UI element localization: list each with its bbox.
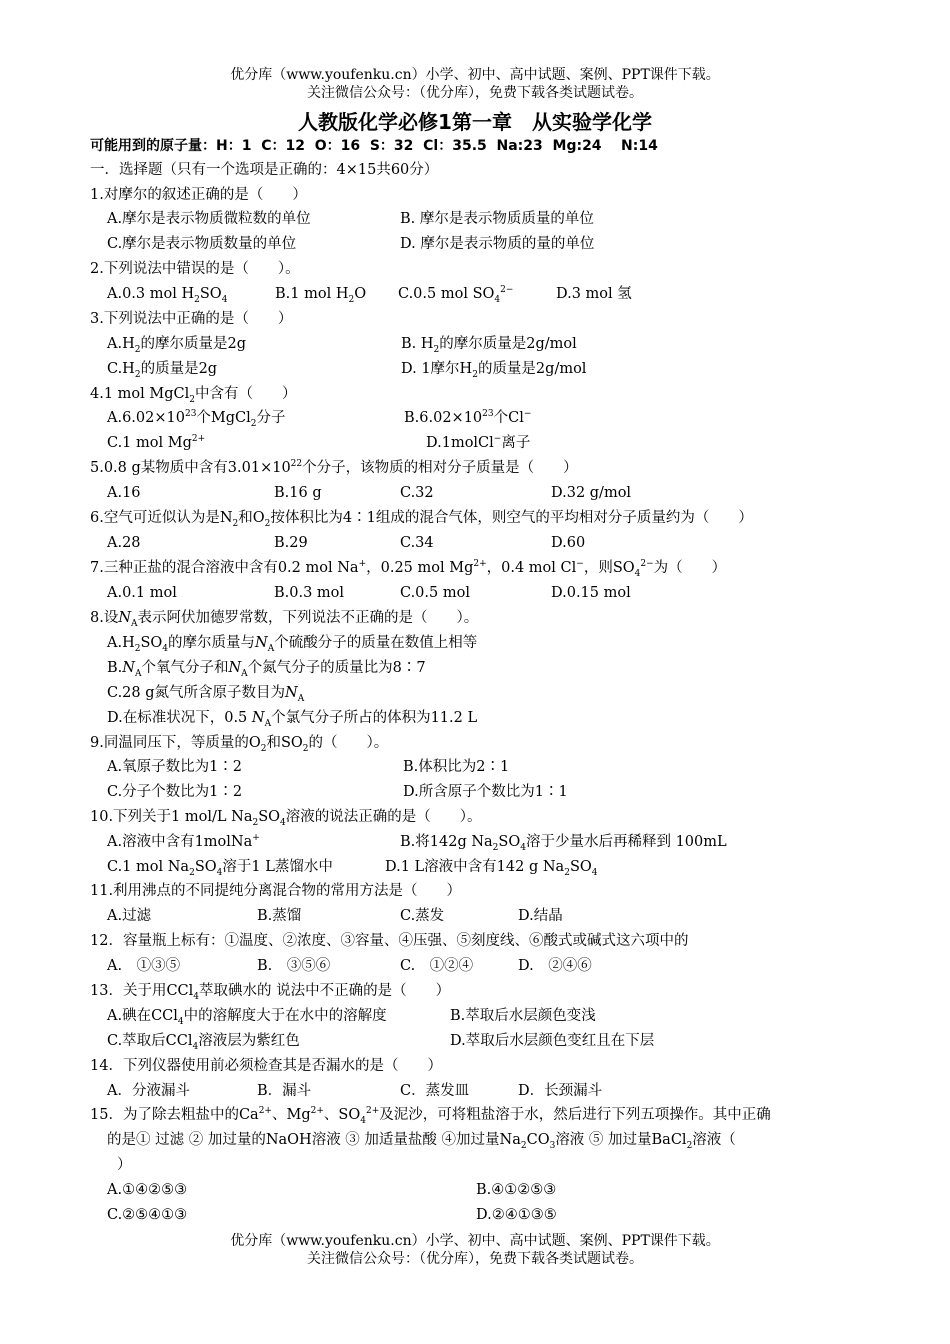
question-14-stem: 14．下列仪器使用前必须检查其是否漏水的是（ ） — [90, 1058, 442, 1074]
page-title: 人教版化学必修1第一章 从实验学化学 — [298, 110, 652, 134]
q9-option-b: B.体积比为2∶1 — [403, 759, 510, 775]
question-11-stem: 11.利用沸点的不同提纯分离混合物的常用方法是（ ） — [90, 883, 462, 899]
q1-option-d: D. 摩尔是表示物质的量的单位 — [400, 236, 595, 252]
q7-option-c: C.0.5 mol — [400, 585, 470, 601]
q5-option-a: A.16 — [107, 485, 141, 501]
header-line-2: 关注微信公众号：（优分库），免费下载各类试题试卷。 — [307, 85, 643, 101]
q14-option-d: D．长颈漏斗 — [518, 1083, 603, 1099]
question-15-stem-line-2: 的是① 过滤 ② 加过量的NaOH溶液 ③ 加适量盐酸 ④加过量$Na_2CO_3$溶液 ⑤ 加过量BaCl$_2$溶液（ — [107, 1132, 736, 1151]
q2-option-d: D.3 mol 氢 — [556, 286, 632, 302]
question-1-stem: 1.对摩尔的叙述正确的是（ ） — [90, 187, 307, 203]
q12-option-b: B. ③⑤⑥ — [257, 958, 331, 974]
question-8-stem: 8.设$N_A$表示阿伏加德罗常数，下列说法不正确的是（ ）。 — [90, 610, 479, 629]
header-line-1: 优分库（www.youfenku.cn）小学、初中、高中试题、案例、PPT课件下载。 — [230, 67, 720, 83]
q9-option-c: C.分子个数比为1∶2 — [107, 784, 243, 800]
q12-option-a: A. ①③⑤ — [107, 958, 181, 974]
q15-option-a: A.①④②⑤③ — [107, 1182, 188, 1198]
q13-option-b: B.萃取后水层颜色变浅 — [450, 1008, 596, 1024]
footer-line-2: 关注微信公众号：（优分库），免费下载各类试题试卷。 — [307, 1251, 643, 1267]
q1-option-b: B. 摩尔是表示物质质量的单位 — [400, 211, 594, 227]
q3-option-c: $C.H_2$的质量是2g — [107, 361, 218, 380]
q7-option-d: D.0.15 mol — [551, 585, 631, 601]
q2-option-c: C.0.5 mol $SO_4^{2-}$ — [398, 285, 514, 305]
q13-option-a: A.碘在CCl$_4$中的溶解度大于在水中的溶解度 — [107, 1008, 387, 1027]
atomic-masses: 可能用到的原子量：H：1 C：12 O：16 S：32 Cl：35.5 Na:23 Mg:24 N:14 — [90, 138, 658, 154]
question-12-stem: 12．容量瓶上标有：①温度、②浓度、③容量、④压强、⑤刻度线、⑥酸式或碱式这六项中的 — [90, 933, 689, 949]
q12-option-c: C. ①②④ — [400, 958, 474, 974]
q15-option-c: C.②⑤④①③ — [107, 1207, 188, 1223]
q11-option-a: A.过滤 — [107, 908, 152, 924]
q11-option-b: B.蒸馏 — [257, 908, 302, 924]
q15-option-d: D.②④①③⑤ — [476, 1207, 557, 1223]
q7-option-b: B.0.3 mol — [274, 585, 345, 601]
q4-option-b: $B.6.02\times 10^{23}$个Cl− — [404, 409, 532, 426]
q2-option-a: A.0.3 mol $H_2SO_4$ — [107, 286, 228, 305]
q13-option-d: D.萃取后水层颜色变红且在下层 — [450, 1033, 655, 1049]
q6-option-b: B.29 — [274, 535, 308, 551]
question-15-stem: 15．为了除去粗盐中的$Ca^{2+}$、$Mg^{2+}$、$SO_4^{2+}$及泥沙，可将粗盐溶于水，然后进行下列五项操作。其中正确 — [90, 1106, 771, 1126]
q3-option-b: B. $H_2$的摩尔质量是2g/mol — [401, 336, 577, 355]
q10-option-d: D.1 L溶液中含有142 g $Na_2SO_4$ — [385, 859, 598, 878]
q6-option-c: C.34 — [400, 535, 434, 551]
question-9-stem: 9.同温同压下，等质量的$O_2$和$SO_2$的（ ）。 — [90, 735, 389, 754]
q10-option-a: A.溶液中含有1molNa+ — [107, 833, 260, 850]
q14-option-c: C．蒸发皿 — [400, 1083, 470, 1099]
question-13-stem: 13．关于用CCl$_4$萃取碘水的 说法中不正确的是（ ） — [90, 983, 451, 1002]
q5-option-b: B.16 g — [274, 485, 322, 501]
q11-option-d: D.结晶 — [518, 908, 563, 924]
q8-option-c: C.28 g氮气所含原子数目为$N_A$ — [107, 685, 305, 704]
question-3-stem: 3.下列说法中正确的是（ ） — [90, 311, 293, 327]
section-heading: 一．选择题（只有一个选项是正确的：4×15共60分） — [90, 162, 439, 178]
q4-option-a: $A.6.02\times 10^{23}$个MgCl$_2$分子 — [107, 409, 286, 429]
q7-option-a: A.0.1 mol — [107, 585, 177, 601]
q4-option-d: D.1molCl−离子 — [426, 434, 531, 451]
question-6-stem: 6.空气可近似认为是$N_2$和$O_2$按体积比为4∶1组成的混合气体，则空气的平均相对分子质量约为（ ） — [90, 510, 753, 529]
q8-option-b: $B.N_A$个氧气分子和$N_A$个氮气分子的质量比为8∶7 — [107, 660, 426, 679]
q3-option-a: $A.H_2$的摩尔质量是2g — [107, 336, 246, 355]
q12-option-d: D. ②④⑥ — [518, 958, 592, 974]
q5-option-c: C.32 — [400, 485, 434, 501]
q15-option-b: B.④①②⑤③ — [476, 1182, 557, 1198]
q11-option-c: C.蒸发 — [400, 908, 445, 924]
q6-option-d: D.60 — [551, 535, 586, 551]
q2-option-b: B.1 mol $H_2O$ — [275, 286, 367, 305]
q10-option-c: C.1 mol $Na_2SO_4$溶于1 L蒸馏水中 — [107, 859, 333, 878]
question-15-stem-line-3: ） — [117, 1157, 132, 1173]
q8-option-a: $A.H_2SO_4$的摩尔质量与$N_A$个硫酸分子的质量在数值上相等 — [107, 635, 478, 654]
q13-option-c: C.萃取后CCl$_4$溶液层为紫红色 — [107, 1033, 300, 1052]
q1-option-c: C.摩尔是表示物质数量的单位 — [107, 236, 297, 252]
q10-option-b: B.将142g $Na_2SO_4$溶于少量水后再稀释到 100mL — [400, 834, 727, 853]
question-2-stem: 2.下列说法中错误的是（ ）。 — [90, 261, 300, 277]
q9-option-a: A.氧原子数比为1∶2 — [107, 759, 243, 775]
question-7-stem: 7.三种正盐的混合溶液中含有0.2 mol Na+，0.25 mol $Mg^{2+}$，0.4 mol Cl−，则$SO_4^{2-}$为（ ） — [90, 559, 727, 579]
q8-option-d: D.在标准状况下，0.5 $N_A$个氯气分子所占的体积为11.2 L — [107, 710, 478, 729]
q4-option-c: C.1 mol $Mg^{2+}$ — [107, 434, 206, 451]
q1-option-a: A.摩尔是表示物质微粒数的单位 — [107, 211, 311, 227]
q14-option-b: B．漏斗 — [257, 1083, 312, 1099]
question-4-stem: 4.1 mol MgCl$_2$中含有（ ） — [90, 386, 297, 405]
footer-line-1: 优分库（www.youfenku.cn）小学、初中、高中试题、案例、PPT课件下载。 — [230, 1233, 720, 1249]
q3-option-d: D. 1摩尔$H_2$的质量是2g/mol — [401, 361, 587, 380]
question-10-stem: 10.下列关于1 mol/L $Na_2SO_4$溶液的说法正确的是（ ）。 — [90, 809, 482, 828]
q9-option-d: D.所含原子个数比为1∶1 — [403, 784, 568, 800]
q14-option-a: A．分液漏斗 — [107, 1083, 190, 1099]
q5-option-d: D.32 g/mol — [551, 485, 632, 501]
question-5-stem: 5.0.8 g某物质中含有$3.01\times 10^{22}$个分子，该物质的相对分子质量是（ ） — [90, 459, 578, 476]
q6-option-a: A.28 — [107, 535, 141, 551]
